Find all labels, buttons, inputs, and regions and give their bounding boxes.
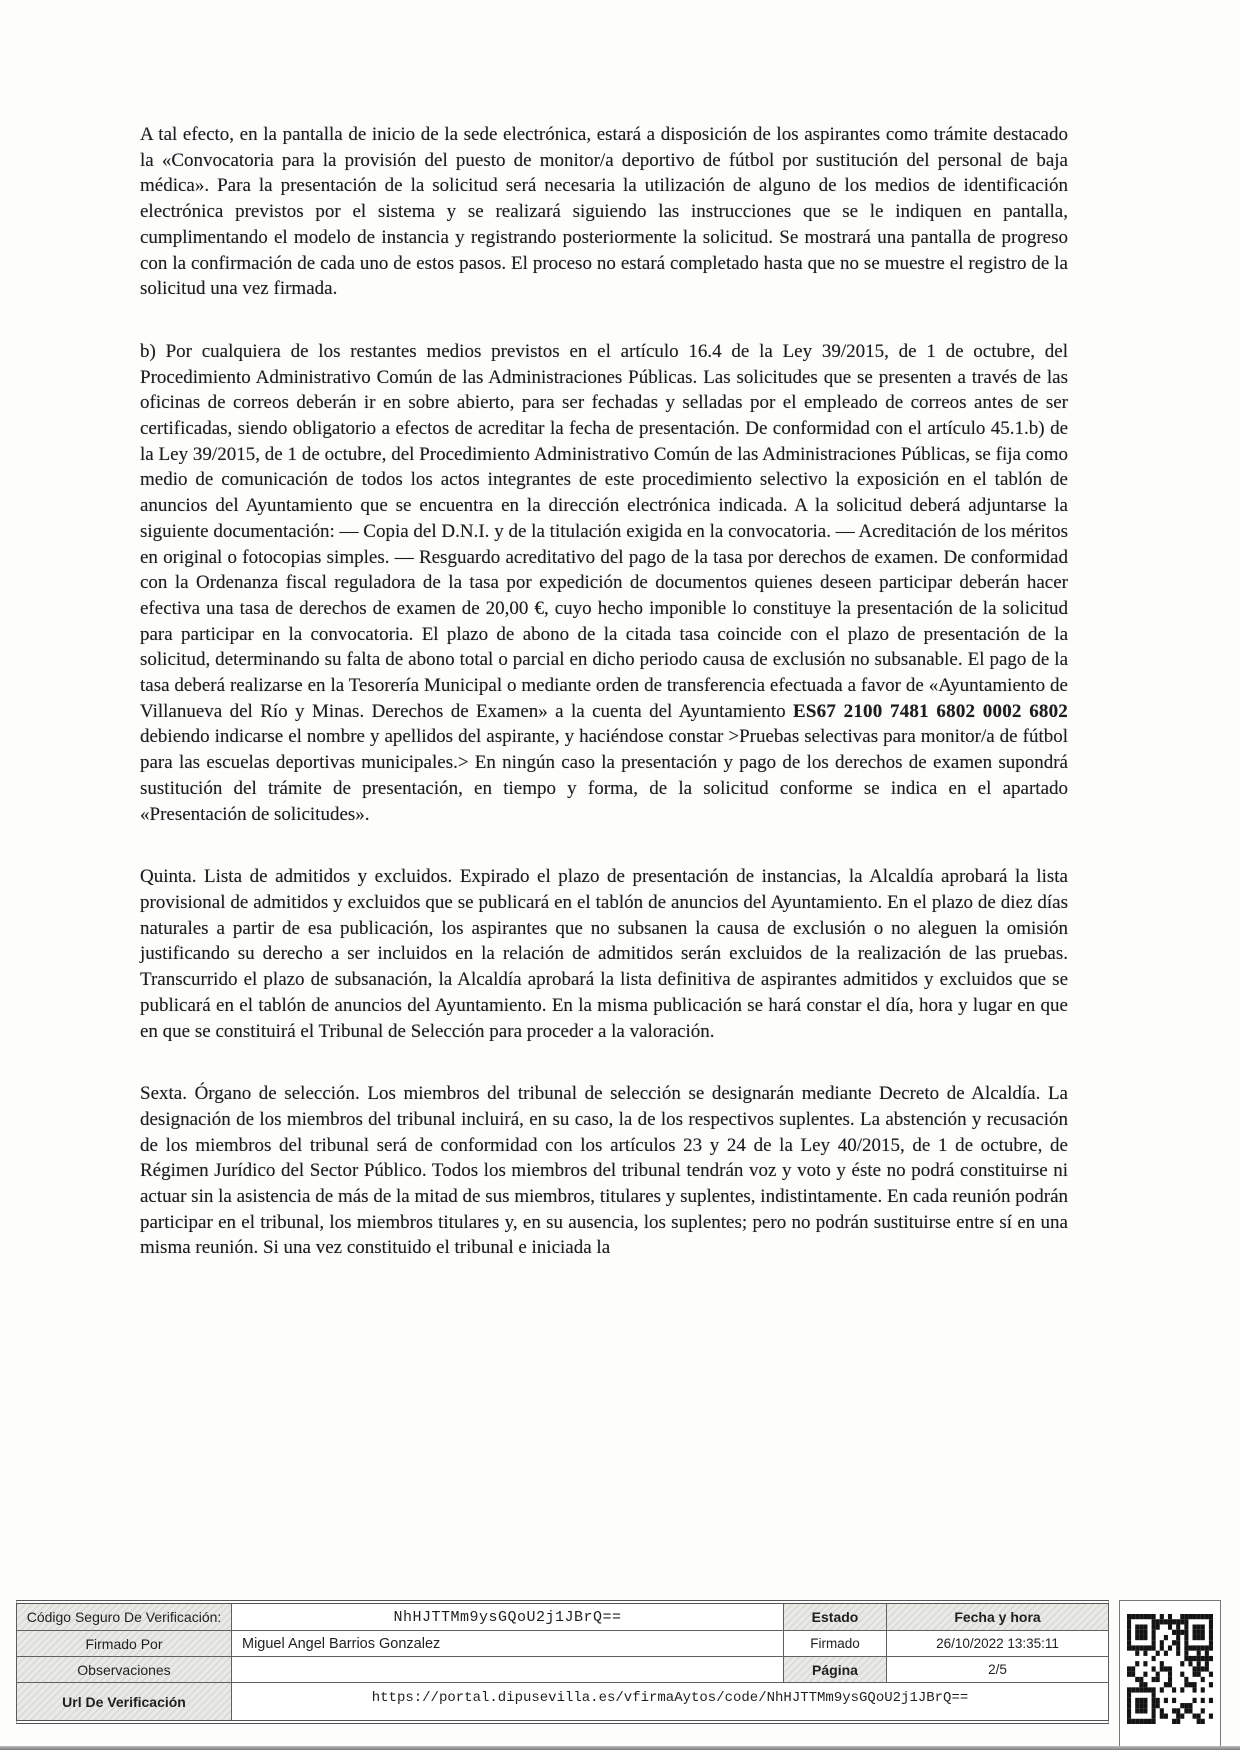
paragraph-b-tail: debiendo indicarse el nombre y apellidos del aspirante, y haciéndose constar >Pruebas selectivas para monitor/a de fútbol para las escuelas deportivas municipales.> En ningún caso la presentación y pago de los derechos de examen supondrá sustitución del trámite de presentación, en tiempo y forma, de la solicitud conforme se indica en el apartado «Presentación de solicitudes». [140, 726, 1068, 825]
document-text [140, 122, 1068, 1298]
csv-value-cell: NhHJTTMm9ysGQoU2j1JBrQ== [232, 1604, 784, 1631]
pagina-value-cell: 2/5 [887, 1657, 1108, 1683]
estado-header-cell: Estado [784, 1604, 887, 1631]
paragraph-b [140, 339, 1068, 827]
url-label-cell: Url De Verificación [17, 1683, 232, 1720]
observaciones-value-cell [232, 1657, 784, 1683]
page-bottom-edge [0, 1746, 1240, 1750]
paragraph-b-lead: b) Por cualquiera de los restantes medios previstos en el artículo 16.4 de la Ley 39/2015, de 1 de octubre, del Procedimiento Administrativo Común de las Administraciones Públicas. Las solicitudes que se presenten a través de las oficinas de correos deberán ir en sobre abierto, para ser fechadas y selladas por el empleado de correos antes de ser certificadas, siendo obligatorio a efectos de acreditar la fecha de presentación. De conformidad con el artículo 45.1.b) de la Ley 39/2015, de 1 de octubre, del Procedimiento Administrativo Común de las Administraciones Públicas, se fija como medio de comunicación de todos los actos integrantes de este procedimiento selectivo la exposición en el tablón de anuncios del Ayuntamiento que se encuentra en la dirección electrónica indicada. A la solicitud deberá adjuntarse la siguiente documentación: — Copia del D.N.I. y de la titulación exigida en la convocatoria. — Acreditación de los méritos en original o fotocopias simples. — Resguardo acreditativo del pago de la tasa por derechos de examen. De conformidad con la Ordenanza fiscal reguladora de la tasa por expedición de documentos quienes deseen participar deberán hacer efectiva una tasa de derechos de examen de 20,00 €, cuyo hecho imponible lo constituye la presentación de la solicitud para participar en la convocatoria. El plazo de abono de la citada tasa coincide con el plazo de presentación de la solicitud, determinando su falta de abono total o parcial en dicho periodo causa de exclusión no subsanable. El pago de la tasa deberá realizarse en la Tesorería Municipal o mediante orden de transferencia efectuada a favor de «Ayuntamiento de Villanueva del Río y Minas. Derechos de Examen» a la cuenta del Ayuntamiento [140, 340, 1068, 722]
paragraph-intro: A tal efecto, en la pantalla de inicio de la sede electrónica, estará a disposición de los aspirantes como trámite destacado la «Convocatoria para la provisión del puesto de monitor/a deportivo de fútbol por sustitución del personal de baja médica». Para la presentación de la solicitud será necesaria la utilización de alguno de los medios de identificación electrónica previstos por el sistema y se realizará siguiendo las instrucciones que se le indiquen en pantalla, cumplimentando el modelo de instancia y registrando posteriormente la solicitud. Se mostrará una pantalla de progreso con la confirmación de cada uno de estos pasos. El proceso no estará completado hasta que no se muestre el registro de la solicitud una vez firmada. [140, 124, 1068, 300]
iban-account-number: ES67 2100 7481 6802 0002 6802 [793, 700, 1068, 722]
paragraph-sexta: Sexta. Órgano de selección. Los miembros del tribunal de selección se designarán mediante Decreto de Alcaldía. La designación de los miembros del tribunal incluirá, en su caso, la de los respectivos suplentes. La abstención y recusación de los miembros del tribunal será de conformidad con los artículos 23 y 24 de la Ley 40/2015, de 1 de octubre, de Régimen Jurídico del Sector Público. Todos los miembros del tribunal tendrán voz y voto y éste no podrá constituirse ni actuar sin la asistencia de más de la mitad de sus miembros, titulares y suplentes, indistintamente. En cada reunión podrán participar en el tribunal, los miembros titulares y, en su ausencia, los suplentes; pero no podrán sustituirse entre sí en una misma reunión. Si una vez constituido el tribunal e iniciada la [140, 1083, 1068, 1259]
fecha-hora-value-cell: 26/10/2022 13:35:11 [887, 1631, 1108, 1657]
verification-table [16, 1600, 1109, 1724]
fecha-hora-header-cell: Fecha y hora [887, 1604, 1108, 1631]
observaciones-label-cell: Observaciones [17, 1657, 232, 1683]
pagina-label-cell: Página [784, 1657, 887, 1683]
qr-code [1127, 1614, 1213, 1724]
url-value-cell: https://portal.dipusevilla.es/vfirmaAytos/code/NhHJTTMm9ysGQoU2j1JBrQ== [371, 1690, 969, 1706]
estado-value-cell: Firmado [784, 1631, 887, 1657]
firmado-por-value-cell: Miguel Angel Barrios Gonzalez [232, 1631, 784, 1657]
csv-label-cell: Código Seguro De Verificación: [17, 1604, 232, 1631]
qr-box [1119, 1600, 1221, 1750]
paragraph-quinta: Quinta. Lista de admitidos y excluidos. Expirado el plazo de presentación de instancias, la Alcaldía aprobará la lista provisional de admitidos y excluidos que se publicará en el tablón de anuncios del Ayuntamiento. En el plazo de diez días naturales a partir de esa publicación, los aspirantes que no subsanen la causa de exclusión o no aleguen la omisión justificando su derecho a ser incluidos en la relación de admitidos serán excluidos de la realización de las pruebas. Transcurrido el plazo de subsanación, la Alcaldía aprobará la lista definitiva de aspirantes admitidos y excluidos que se publicará en el tablón de anuncios del Ayuntamiento. En la misma publicación se hará constar el día, hora y lugar en que en que se constituirá el Tribunal de Selección para proceder a la valoración. [140, 866, 1068, 1042]
firmado-por-label-cell: Firmado Por [17, 1631, 232, 1657]
